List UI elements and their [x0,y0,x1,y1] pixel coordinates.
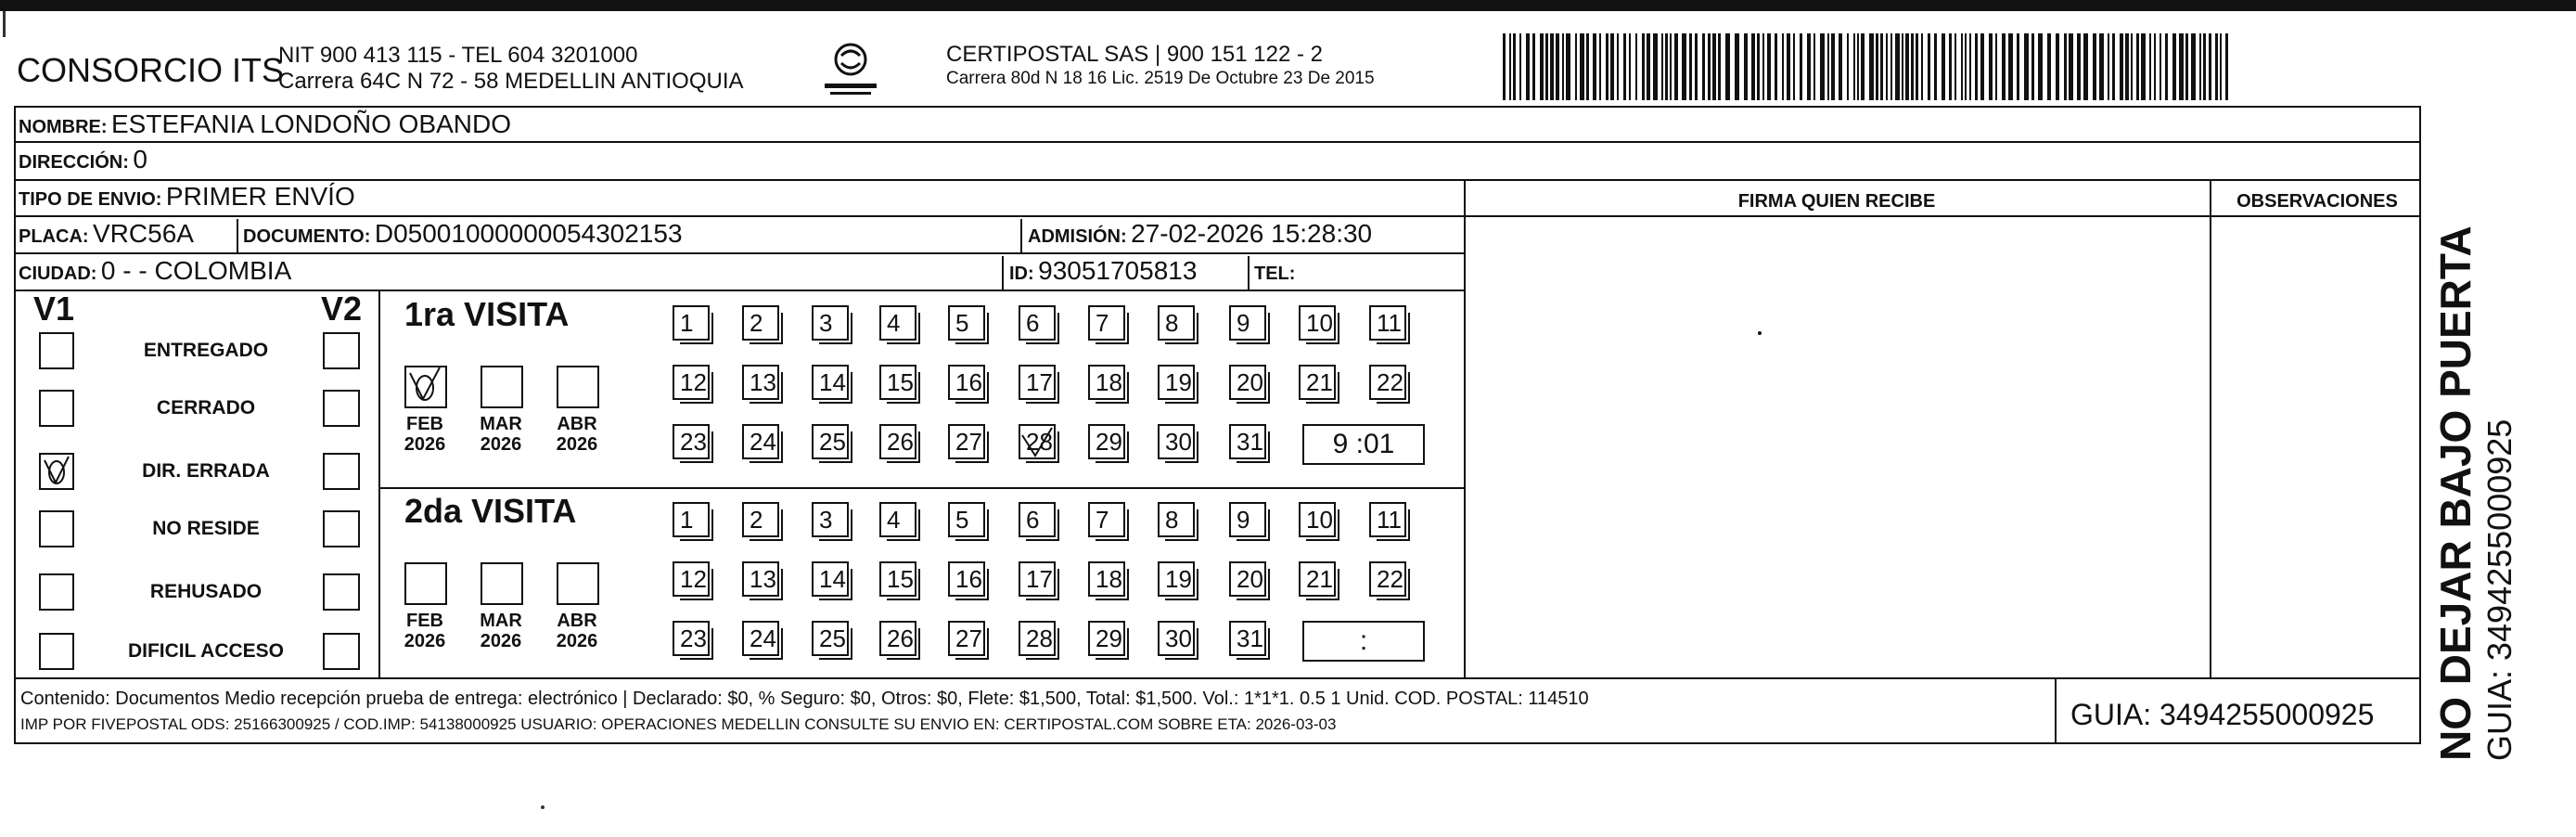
no-dejar-warning: NO DEJAR BAJO PUERTA [2431,225,2480,761]
day-checkbox[interactable]: 24 [742,424,779,459]
day-checkbox[interactable]: 23 [673,424,710,459]
direccion-row [19,145,147,174]
direccion-value: 0 [133,145,147,174]
documento-label: DOCUMENTO: [243,226,371,247]
v2-checkbox[interactable] [323,332,360,369]
v1-checkbox[interactable] [39,633,74,670]
day-checkbox[interactable]: 30 [1158,424,1195,459]
day-checkbox[interactable]: 25 [812,621,849,656]
day-checkbox[interactable]: 10 [1299,305,1336,341]
footer-imp: IMP POR FIVEPOSTAL ODS: 25166300925 / COD.IMP: 54138000925 USUARIO: OPERACIONES MEDELLIN CONSULTE SU ENVIO EN: CERTIPOSTAL.COM SOBRE ETA: 2026-03-03 [20,715,1337,733]
side-labels [2430,225,2519,761]
month-label: ABR 2026 [556,611,598,651]
status-label: DIR. ERRADA [142,460,270,482]
day-checkbox[interactable]: 8 [1158,305,1195,341]
day-checkbox[interactable]: 1 [673,502,710,537]
day-checkbox[interactable]: 31 [1229,621,1266,656]
v1-checkbox[interactable] [39,510,74,547]
month-label: FEB 2026 [404,611,446,651]
month-checkbox[interactable] [557,562,599,605]
month-label: ABR 2026 [556,414,598,455]
day-checkbox[interactable]: 6 [1019,305,1056,341]
day-checkbox[interactable]: 5 [948,305,985,341]
status-label: REHUSADO [149,581,263,602]
ciudad-field [19,256,291,286]
v2-header: V2 [321,290,363,328]
day-checkbox[interactable]: 27 [948,621,985,656]
firma-header: FIRMA QUIEN RECIBE [1737,191,1936,212]
placa-value: VRC56A [93,219,194,248]
day-checkbox[interactable]: 14 [812,561,849,597]
certipostal-logo [821,39,880,104]
tipo-envio-row [19,182,355,212]
day-checkbox[interactable]: 11 [1369,305,1406,341]
day-checkbox[interactable]: 23 [673,621,710,656]
status-label: NO RESIDE [152,518,260,539]
courier-address: Carrera 80d N 18 16 Lic. 2519 De Octubre 23 De 2015 [946,69,1375,88]
placa-field [19,219,194,249]
day-checkbox[interactable]: 20 [1229,561,1266,597]
day-checkbox[interactable]: 28 [1019,424,1056,459]
month-checkbox[interactable] [557,366,599,408]
company-address: Carrera 64C N 72 - 58 MEDELLIN ANTIOQUIA [278,69,744,94]
day-checkbox[interactable]: 2 [742,305,779,341]
day-checkbox[interactable]: 15 [879,365,916,400]
documento-value: D05001000000054302153 [374,219,683,248]
courier-name: CERTIPOSTAL SAS | 900 151 122 - 2 [946,42,1323,67]
visit-title: 2da VISITA [404,492,577,530]
day-checkbox[interactable]: 10 [1299,502,1336,537]
v2-checkbox[interactable] [323,510,360,547]
visit-title: 1ra VISITA [404,295,570,333]
day-checkbox[interactable]: 6 [1019,502,1056,537]
month-checkbox[interactable] [481,366,523,408]
month-checkbox[interactable] [404,366,447,408]
day-checkbox[interactable]: 25 [812,424,849,459]
footer-contenido: Contenido: Documentos Medio recepción prueba de entrega: electrónico | Declarado: $0, % Seguro: $0, Otros: $0, Flete: $1,500, Total: $1,500. Vol.: 1*1*1. 0.5 1 Unid. COD. POSTAL: 114510 [20,689,1589,709]
nombre-value: ESTEFANIA LONDOÑO OBANDO [111,109,511,138]
placa-label: PLACA: [19,226,89,247]
month-label: MAR 2026 [480,414,522,455]
day-checkbox[interactable]: 9 [1229,502,1266,537]
v2-checkbox[interactable] [323,633,360,670]
status-label: DIFICIL ACCESO [127,640,284,662]
day-checkbox[interactable]: 7 [1088,502,1125,537]
nombre-row [19,109,511,139]
day-checkbox[interactable]: 1 [673,305,710,341]
day-checkbox[interactable]: 16 [948,365,985,400]
tel-field [1254,256,1295,286]
direccion-label: DIRECCIÓN: [19,152,129,173]
scan-mark [3,11,6,37]
ciudad-label: CIUDAD: [19,264,97,284]
day-checkbox[interactable]: 14 [812,365,849,400]
v1-checkbox[interactable] [39,332,74,369]
day-checkbox[interactable]: 3 [812,305,849,341]
day-checkbox[interactable]: 2 [742,502,779,537]
v1-header: V1 [33,290,75,328]
day-checkbox[interactable]: 29 [1088,621,1125,656]
day-checkbox[interactable]: 11 [1369,502,1406,537]
day-checkbox[interactable]: 18 [1088,365,1125,400]
admision-value: 27-02-2026 15:28:30 [1131,219,1373,248]
company-nit: NIT 900 413 115 - TEL 604 3201000 [278,43,638,68]
day-checkbox[interactable]: 22 [1369,365,1406,400]
barcode [1503,33,2236,100]
day-checkbox[interactable]: 4 [879,305,916,341]
documento-field [243,219,683,249]
day-checkbox[interactable]: 15 [879,561,916,597]
time-field[interactable]: : [1302,621,1425,662]
day-checkbox[interactable]: 21 [1299,365,1336,400]
status-label: CERRADO [156,397,256,418]
day-checkbox[interactable]: 22 [1369,561,1406,597]
scan-edge [0,0,2576,11]
day-checkbox[interactable]: 28 [1019,621,1056,656]
day-checkbox[interactable]: 18 [1088,561,1125,597]
day-checkbox[interactable]: 20 [1229,365,1266,400]
id-label: ID: [1009,264,1034,284]
v1-checkbox[interactable] [39,453,74,490]
company-name: CONSORCIO ITS [17,51,285,89]
day-checkbox[interactable]: 30 [1158,621,1195,656]
scan-dot [541,805,545,809]
v1-checkbox[interactable] [39,390,74,427]
admision-field [1028,219,1372,249]
day-checkbox[interactable]: 13 [742,365,779,400]
ciudad-value: 0 - - COLOMBIA [100,256,292,285]
day-checkbox[interactable]: 5 [948,502,985,537]
day-checkbox[interactable]: 12 [673,561,710,597]
day-checkbox[interactable]: 24 [742,621,779,656]
observaciones-header: OBSERVACIONES [2236,191,2398,212]
day-checkbox[interactable]: 26 [879,424,916,459]
day-checkbox[interactable]: 8 [1158,502,1195,537]
v2-checkbox[interactable] [323,453,360,490]
tel-label: TEL: [1254,264,1296,284]
footer-guia: GUIA: 3494255000925 [2070,698,2375,731]
day-checkbox[interactable]: 29 [1088,424,1125,459]
day-checkbox[interactable]: 16 [948,561,985,597]
courier-info [946,43,1375,91]
v1-checkbox[interactable] [39,573,74,611]
id-field [1009,256,1197,286]
v2-checkbox[interactable] [323,390,360,427]
time-field[interactable]: 9 :01 [1302,424,1425,465]
day-checkbox[interactable]: 19 [1158,561,1195,597]
tipo-envio-label: TIPO DE ENVIO: [19,189,162,210]
day-checkbox[interactable]: 7 [1088,305,1125,341]
tipo-envio-value: PRIMER ENVÍO [165,182,355,211]
day-checkbox[interactable]: 3 [812,502,849,537]
id-value: 93051705813 [1038,256,1198,285]
month-label: FEB 2026 [404,414,446,455]
day-checkbox[interactable]: 27 [948,424,985,459]
nombre-label: NOMBRE: [19,117,108,137]
signature-mark [1758,331,1762,335]
day-checkbox[interactable]: 12 [673,365,710,400]
day-checkbox[interactable]: 9 [1229,305,1266,341]
side-guia: GUIA: 3494255000925 [2480,418,2518,761]
day-checkbox[interactable]: 21 [1299,561,1336,597]
day-checkbox[interactable]: 4 [879,502,916,537]
status-label: ENTREGADO [143,340,269,361]
day-checkbox[interactable]: 17 [1019,365,1056,400]
month-checkbox[interactable] [404,562,447,605]
day-checkbox[interactable]: 19 [1158,365,1195,400]
v2-checkbox[interactable] [323,573,360,611]
day-checkbox[interactable]: 13 [742,561,779,597]
company-info [278,43,744,95]
month-label: MAR 2026 [480,611,522,651]
admision-label: ADMISIÓN: [1028,226,1127,247]
day-checkbox[interactable]: 26 [879,621,916,656]
day-checkbox[interactable]: 31 [1229,424,1266,459]
month-checkbox[interactable] [481,562,523,605]
day-checkbox[interactable]: 17 [1019,561,1056,597]
